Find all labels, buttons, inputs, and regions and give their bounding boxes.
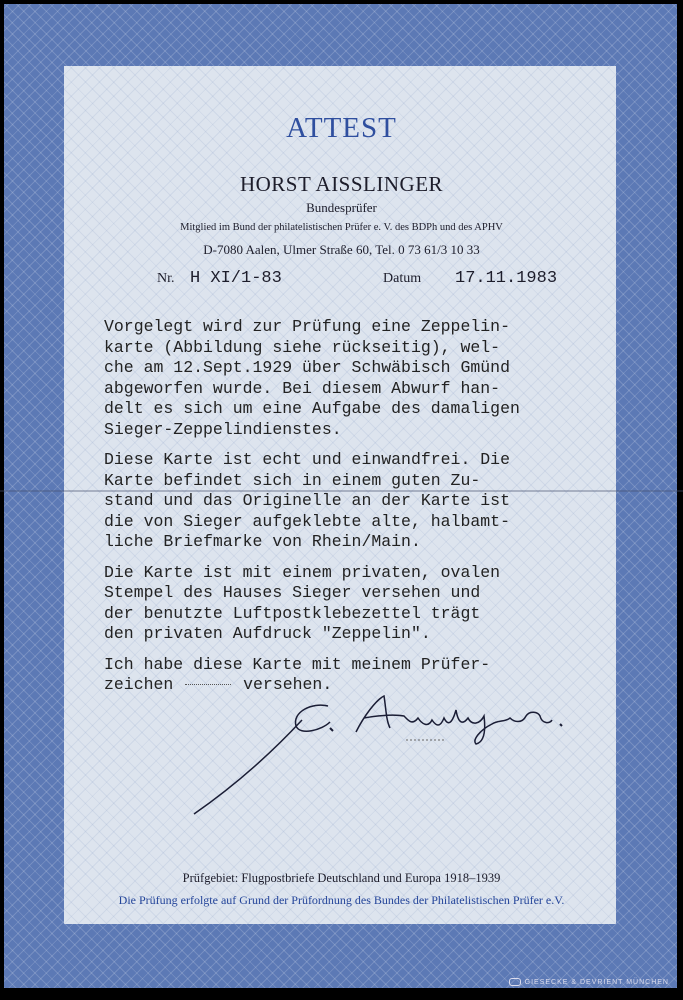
mark-line-start: zeichen [104,675,174,694]
paragraph-condition [104,450,614,553]
body-line: Sieger-Zeppelindienstes. [104,419,342,439]
date-label: Datum [383,271,422,286]
certificate-number: H XI/1-83 [190,269,282,288]
body-line: den privaten Aufdruck "Zeppelin". [104,624,431,643]
address-line: D-7080 Aalen, Ulmer Straße 60, Tel. 0 73 61/3 10 33 [203,242,480,257]
body-line: Die Karte ist mit einem privaten, ovalen [104,562,501,582]
body-line: delt es sich um eine Aufgabe des damaligen [104,399,520,418]
printer-imprint [509,978,669,986]
body-line: stand und das Originelle an der Karte ist [104,491,510,510]
certificate-date: 17.11.1983 [455,269,558,288]
signature-icon [180,690,580,820]
body-line: Ich habe diese Karte mit meinem Prüfer- [104,654,491,674]
paragraph-stamp [104,563,614,645]
paragraph-description [104,317,614,440]
examination-basis: Die Prüfung erfolgte auf Grund der Prüfordnung des Bundes der Philatelistischen Prüfer e.V. [118,893,565,907]
printer-logo-icon [509,978,521,986]
body-line: abgeworfen wurde. Bei diesem Abwurf han- [104,378,501,398]
examination-area: Prüfgebiet: Flugpostbriefe Deutschland und Europa 1918–1939 [182,871,501,885]
examiner-name: HORST AISSLINGER [239,172,444,196]
body-line: Vorgelegt wird zur Prüfung eine Zeppelin- [104,317,510,336]
membership-line: Mitglied im Bund der philatelistischen Prüfer e. V. des BDPh und des APHV [180,222,503,233]
body-line: die von Sieger aufgeklebte alte, halbamt- [104,511,510,531]
certificate-title: ATTEST [286,112,397,144]
body-line: liche Briefmarke von Rhein/Main. [104,532,421,551]
body-line: der benutzte Luftpostklebezettel trägt [104,603,481,623]
body-line: Karte befindet sich in einem guten Zu- [104,470,481,490]
body-line: che am 12.Sept.1929 über Schwäbisch Gmünd [104,358,510,377]
nr-label: Nr. [157,271,175,286]
body-line: Stempel des Hauses Sieger versehen und [104,583,481,602]
examiner-role: Bundesprüfer [306,200,377,215]
mark-line-end: versehen. [243,675,333,694]
certificate-body [104,317,614,706]
printer-name: GIESECKE & DEVRIENT MÜNCHEN [524,978,669,986]
body-line: Diese Karte ist echt und einwandfrei. Die [104,450,510,469]
examiner-mark-icon [185,684,231,685]
body-line: karte (Abbildung siehe rückseitig), wel- [104,337,501,357]
